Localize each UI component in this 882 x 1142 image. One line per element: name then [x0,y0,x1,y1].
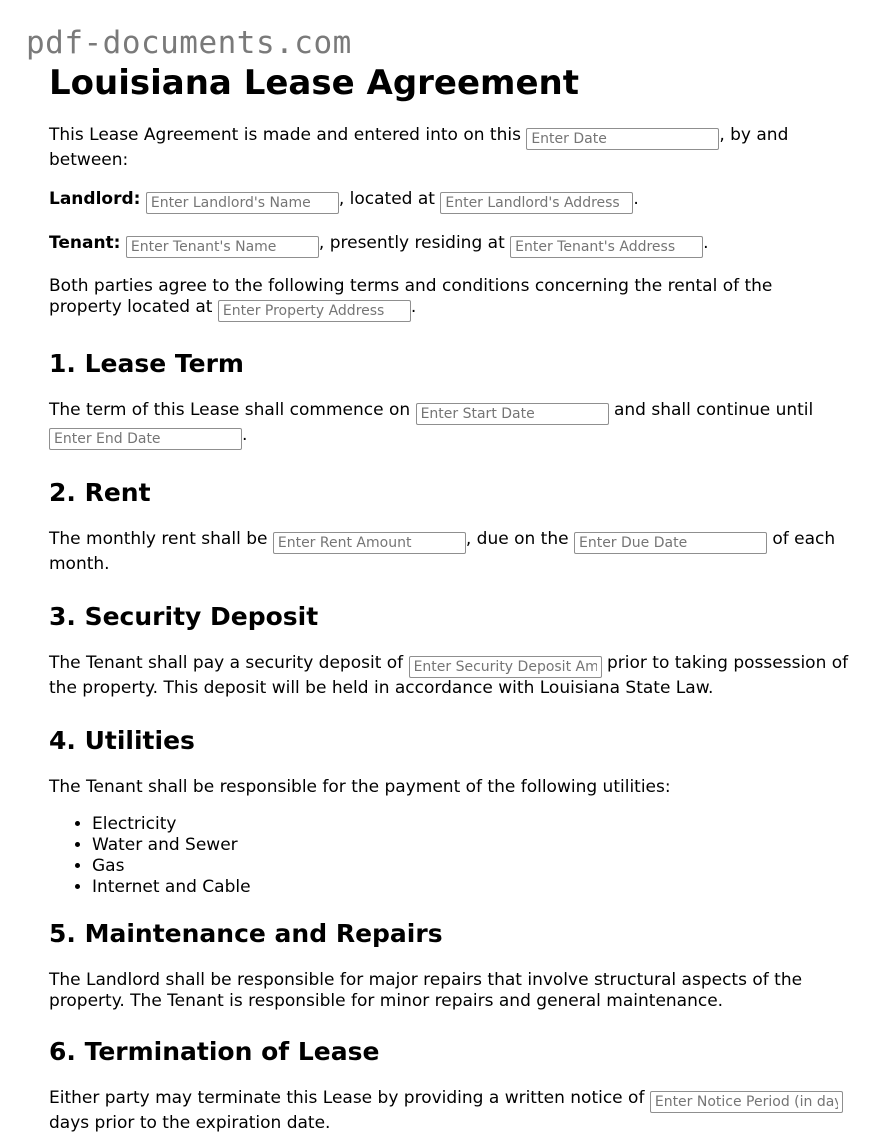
property-text-before: Both parties agree to the following terms and conditions concerning the rental of the property located at [49,276,773,317]
tenant-address-field[interactable] [510,236,703,258]
watermark: pdf-documents.com [26,25,352,61]
list-item: • Internet and Cable [92,877,849,898]
section-heading-lease-term: 1. Lease Term [49,349,244,378]
landlord-address-field[interactable] [440,192,633,214]
list-item: • Electricity [92,814,849,835]
agreement-date-field[interactable] [526,128,719,150]
termination-text-before: Either party may terminate this Lease by providing a written notice of [49,1088,650,1108]
landlord-end: . [633,189,639,209]
lease-term-end: . [242,425,248,445]
page-title: Louisiana Lease Agreement [49,63,579,103]
rent-text-before: The monthly rent shall be [49,529,273,549]
tenant-residing-text: , presently residing at [318,233,511,253]
maintenance-paragraph: The Landlord shall be responsible for major repairs that involve structural aspects of the property. The Tenant is responsible for minor repairs and general maintenance. [49,970,803,1011]
rent-text-after: of each month. [49,529,836,574]
tenant-label: Tenant: [49,233,121,253]
security-deposit-paragraph [49,653,849,699]
landlord-paragraph [49,189,849,214]
security-deposit-text-after: prior to taking possession of the property. This deposit will be held in accordance with Louisiana State Law. [49,653,849,698]
lease-term-text-before: The term of this Lease shall commence on [49,400,416,420]
section-heading-termination: 6. Termination of Lease [49,1037,380,1066]
list-item: • Gas [92,856,849,877]
lease-document [49,60,849,1134]
rent-text-middle: , due on the [465,529,574,549]
security-deposit-field[interactable] [409,656,602,678]
notice-period-field[interactable] [650,1091,843,1113]
property-end: . [410,297,417,317]
security-deposit-text-before: The Tenant shall pay a security deposit of [49,653,409,673]
intro-text-after: , by and between: [49,125,789,170]
list-item: • Water and Sewer [92,835,849,856]
section-heading-security-deposit: 3. Security Deposit [49,602,319,631]
tenant-paragraph [49,233,849,258]
rent-amount-field[interactable] [273,532,466,554]
property-paragraph [49,276,849,322]
landlord-located-text: , located at [338,189,441,209]
lease-end-date-field[interactable] [49,428,242,450]
tenant-name-field[interactable] [126,236,319,258]
property-address-field[interactable] [218,300,411,322]
utilities-paragraph: The Tenant shall be responsible for the payment of the following utilities: [49,777,671,797]
intro-paragraph [49,125,849,171]
utilities-list [49,814,849,898]
section-heading-rent: 2. Rent [49,478,151,507]
rent-due-date-field[interactable] [574,532,767,554]
tenant-end: . [703,233,709,253]
lease-term-paragraph [49,400,849,450]
termination-paragraph [49,1088,849,1134]
lease-term-text-middle: and shall continue until [608,400,814,420]
section-heading-utilities: 4. Utilities [49,726,195,755]
landlord-name-field[interactable] [146,192,339,214]
landlord-label: Landlord: [49,189,141,209]
intro-text-before: This Lease Agreement is made and entered into on this [49,125,527,145]
termination-text-after: days prior to the expiration date. [49,1113,331,1133]
rent-paragraph [49,529,849,575]
lease-start-date-field[interactable] [416,403,609,425]
section-heading-maintenance: 5. Maintenance and Repairs [49,919,443,948]
